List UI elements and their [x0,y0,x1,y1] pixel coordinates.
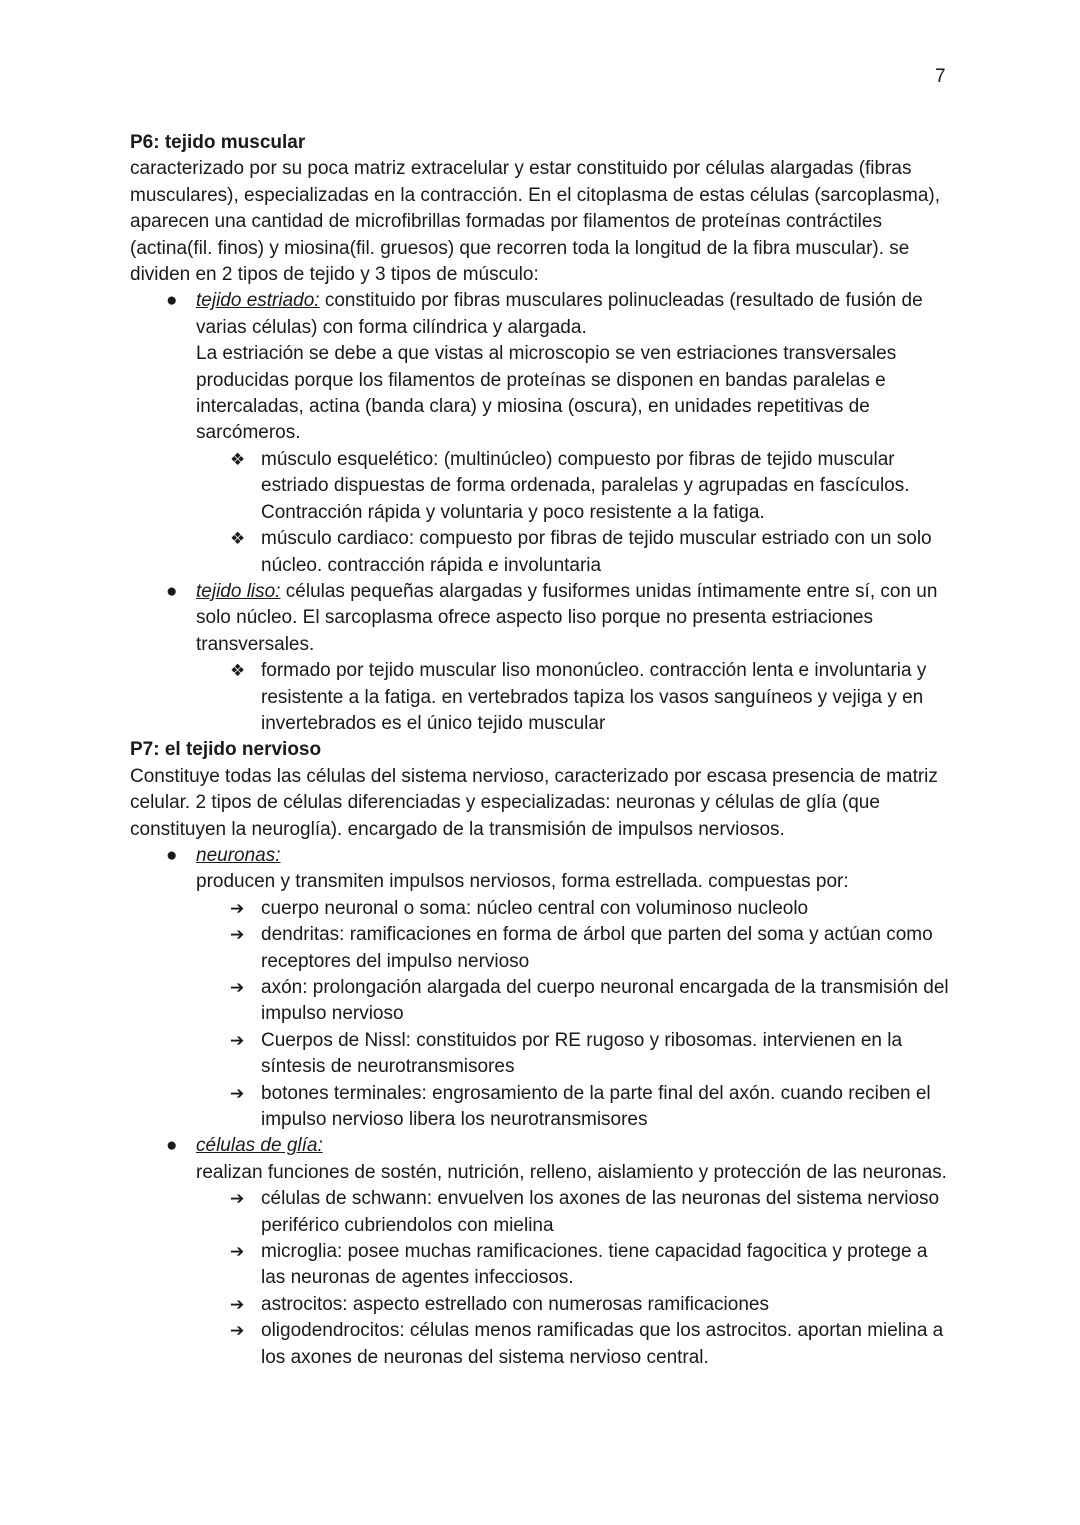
sub-item-text: músculo esquelético: (multinúcleo) compuesto por fibras de tejido muscular estriado dispuestas de forma ordenada, paralelas y agrupadas en fascículos. Contracción rápida y voluntaria y poco resistente a la fatiga. [261,448,910,523]
sub-item-astrocitos [130,1292,950,1318]
term-tejido-liso: tejido liso: [196,580,281,602]
sub-item-text: cuerpo neuronal o soma: núcleo central con voluminoso nucleolo [261,897,809,919]
sub-item-botones [130,1081,950,1134]
section-p6-title: P6: tejido muscular [130,132,306,153]
tejido-estriado-text: constituido por fibras musculares polinucleadas (resultado de fusión de varias células) con forma cilíndrica y alargada. [196,290,923,338]
bullet-icon: ● [166,290,178,312]
section-p6-intro: caracterizado por su poca matriz extracelular y estar constituido por células alargadas (fibras musculares), especializadas en la contracción. En el citoplasma de estas células (sarcoplasma), aparecen una cantidad de microfibrillas formadas por filamentos de proteínas contráctiles (actina(fil. finos) y miosina(fil. gruesos) que recorren toda la longitud de la fibra muscular). se dividen en 2 tipos de tejido y 3 tipos de músculo: [130,158,940,286]
document-body [130,130,950,1371]
arrow-right-icon: ➔ [230,978,245,997]
sub-item-nissl [130,1028,950,1081]
sub-item-microglia [130,1239,950,1292]
sub-item-text: Cuerpos de Nissl: constituidos por RE rugoso y ribosomas. intervienen en la síntesis de neurotransmisores [261,1029,903,1078]
term-neuronas: neuronas: [196,844,281,866]
arrow-right-icon: ➔ [230,1294,245,1314]
sub-item-text: dendritas: ramificaciones en forma de árbol que parten del soma y actúan como receptores del impulso nervioso [261,924,933,972]
tejido-liso-text: células pequeñas alargadas y fusiformes unidas íntimamente entre sí, con un solo núcleo. El sarcoplasma ofrece aspecto liso porque no presenta estriaciones transversales. [196,580,938,655]
bullet-tejido-liso [130,579,950,658]
sub-item-text: axón: prolongación alargada del cuerpo neuronal encargada de la transmisión del impulso nervioso [261,977,949,1025]
sub-item-oligodendrocitos [130,1318,950,1371]
bullet-neuronas [130,843,950,896]
sub-item-text: astrocitos: aspecto estrellado con numerosas ramificaciones [261,1293,769,1315]
term-tejido-estriado: tejido estriado: [196,290,320,312]
sub-item-text: músculo cardiaco: compuesto por fibras de tejido muscular estriado con un solo núcleo. contracción rápida e involuntaria [261,528,932,576]
sub-item-text: oligodendrocitos: células menos ramificadas que los astrocitos. aportan mielina a los axones de neuronas del sistema nervioso central. [261,1320,944,1368]
diamond-bullet-icon: ❖ [230,529,246,549]
sub-item-schwann [130,1186,950,1239]
diamond-bullet-icon: ❖ [230,449,246,469]
sub-item-musculo-cardiaco [130,526,950,579]
bullet-icon: ● [166,844,178,866]
page-number: 7 [935,66,946,87]
sub-item-text: formado por tejido muscular liso mononúcleo. contracción lenta e involuntaria y resistente a la fatiga. en vertebrados tapiza los vasos sanguíneos y vejiga y en invertebrados es el único tejido muscular [261,660,927,734]
sub-item-musculo-esqueletico [130,447,950,526]
sub-item-dendritas [130,922,950,975]
bullet-icon: ● [166,1135,178,1157]
sub-item-text: células de schwann: envuelven los axones de las neuronas del sistema nervioso periférico cubriendolos con mielina [261,1188,940,1236]
bullet-icon: ● [166,580,178,602]
arrow-right-icon: ➔ [230,1321,245,1341]
arrow-right-icon: ➔ [230,1030,245,1050]
sub-item-musculo-liso [130,658,950,737]
bullet-celulas-glia [130,1133,950,1186]
arrow-right-icon: ➔ [230,925,245,945]
arrow-right-icon: ➔ [230,1083,245,1103]
diamond-bullet-icon: ❖ [230,661,246,681]
arrow-right-icon: ➔ [230,898,245,918]
section-p7-intro: Constituye todas las células del sistema nervioso, caracterizado por escasa presencia de matriz celular. 2 tipos de células diferenciadas y especializadas: neuronas y células de glía (que constituyen la neuroglía). encargado de la transmisión de impulsos nerviosos. [130,765,938,840]
section-p7-title: P7: el tejido nervioso [130,739,322,761]
bullet-tejido-estriado [130,288,950,446]
glia-text: realizan funciones de sostén, nutrición, relleno, aislamiento y protección de las neuronas. [196,1161,947,1183]
sub-item-soma [130,896,950,922]
tejido-estriado-text-2: La estriación se debe a que vistas al microscopio se ven estriaciones transversales producidas porque los filamentos de proteínas se disponen en bandas paralelas e intercaladas, actina (banda clara) y miosina (oscura), en unidades repetitivas de sarcómeros. [196,343,897,444]
term-celulas-glia: células de glía: [196,1135,323,1157]
neuronas-text: producen y transmiten impulsos nerviosos, forma estrellada. compuestas por: [196,871,849,893]
sub-item-text: microglia: posee muchas ramificaciones. tiene capacidad fagocitica y protege a las neuronas de agentes infecciosos. [261,1241,928,1289]
arrow-right-icon: ➔ [230,1242,245,1262]
arrow-right-icon: ➔ [230,1189,245,1209]
sub-item-text: botones terminales: engrosamiento de la parte final del axón. cuando reciben el impulso nervioso libera los neurotransmisores [261,1082,931,1131]
sub-item-axon [130,975,950,1028]
